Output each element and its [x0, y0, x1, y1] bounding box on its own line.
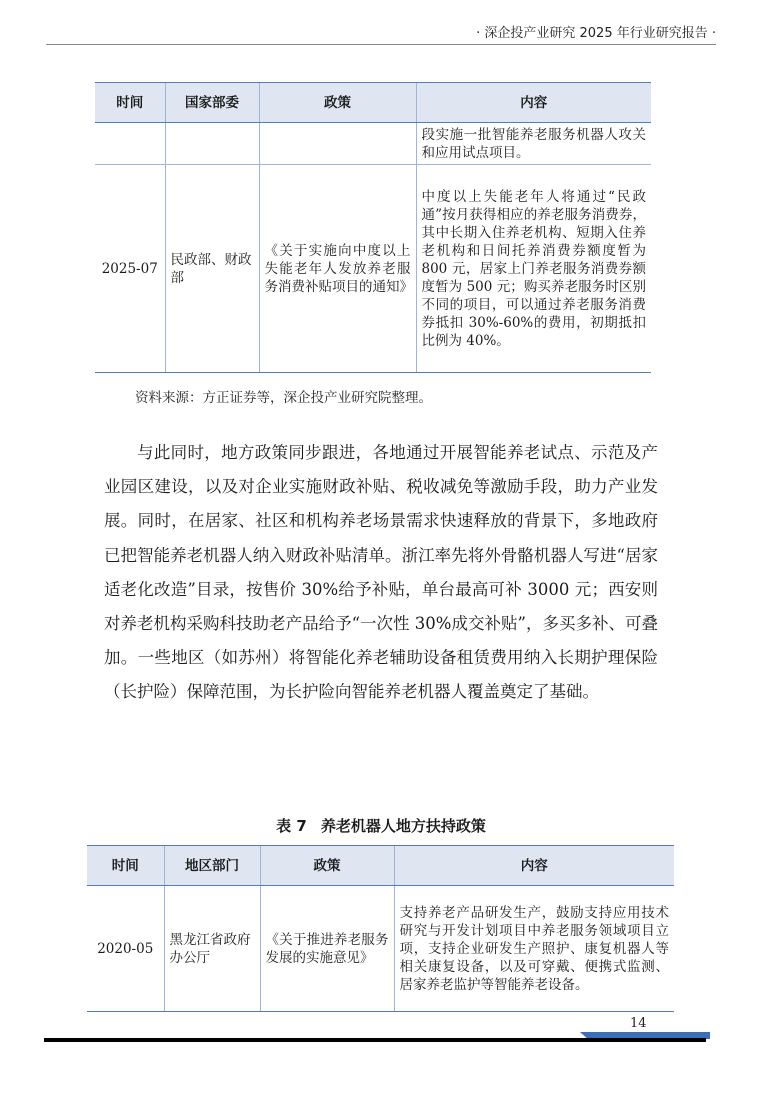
cell-time [95, 123, 165, 165]
cell-dept: 民政部、财政部 [165, 165, 259, 373]
table-caption [0, 815, 762, 836]
cell-policy [259, 123, 416, 165]
body-paragraph: 与此同时，地方政策同步跟进，各地通过开展智能养老试点、示范及产业园区建设，以及对企业实施财政补贴、税收减免等激励手段，助力产业发展。同时，在居家、社区和机构养老场景需求快速释放的背景下，多地政府已把智能养老机器人纳入财政补贴清单。浙江率先将外骨骼机器人写进“居家适老化改造”目录，按售价 30%给予补贴，单台最高可补 3000 元；西安则对养老机构采购科技助老产品给予“一次性 30%成交补贴”，多买多补、可叠加。一些地区（如苏州）将智能化养老辅助设备租赁费用纳入长期护理保险（长护险）保障范围，为长护险向智能养老机器人覆盖奠定了基础。 [104, 443, 658, 702]
table-caption-title: 养老机器人地方扶持政策 [320, 817, 486, 835]
cell-policy: 《关于推进养老服务发展的实施意见》 [260, 886, 394, 1012]
col-header-time: 时间 [87, 846, 164, 886]
table-row [95, 165, 651, 373]
table-row [87, 886, 674, 1012]
cell-policy: 《关于实施向中度以上失能老年人发放养老服务消费补贴项目的通知》 [259, 165, 416, 373]
col-header-time: 时间 [95, 83, 165, 123]
table-caption-number: 表 7 [276, 817, 307, 835]
col-header-content: 内容 [394, 846, 674, 886]
col-header-content: 内容 [416, 83, 651, 123]
cell-region: 黑龙江省政府办公厅 [164, 886, 260, 1012]
cell-time: 2025-07 [95, 165, 165, 373]
cell-content: 支持养老产品研发生产，鼓励支持应用技术研究与开发计划项目中养老服务领域项目立项，支持企业研发生产照护、康复机器人等相关康复设备，以及可穿戴、便携式监测、居家养老监护等智能养老设备。 [394, 886, 674, 1012]
col-header-policy: 政策 [260, 846, 394, 886]
col-header-policy: 政策 [259, 83, 416, 123]
col-header-dept: 国家部委 [165, 83, 259, 123]
cell-content: 段实施一批智能养老服务机器人攻关和应用试点项目。 [416, 123, 651, 165]
header-rule [46, 44, 716, 45]
page-number: 14 [630, 1016, 647, 1031]
cell-time: 2020-05 [87, 886, 164, 1012]
footer-rule [44, 1038, 706, 1042]
col-header-region: 地区部门 [164, 846, 260, 886]
table-row [95, 123, 651, 165]
policy-table-national [95, 82, 651, 373]
table-header-row [87, 846, 674, 886]
cell-content: 中度以上失能老年人将通过“民政通”按月获得相应的养老服务消费券，其中长期入住养老机构、短期入住养老机构和日间托养消费券额度暂为 800 元，居家上门养老服务消费券额度暂为 500 元；购买养老服务时区别不同的项目，可以通过养老服务消费券抵扣 30%-60%的费用，初期抵扣比例为 40%。 [416, 165, 651, 373]
running-header: · 深企投产业研究 2025 年行业研究报告 · [476, 26, 716, 41]
source-note: 资料来源：方正证券等，深企投产业研究院整理。 [135, 390, 432, 406]
table-header-row [95, 83, 651, 123]
policy-table-local [87, 845, 674, 1012]
cell-dept [165, 123, 259, 165]
